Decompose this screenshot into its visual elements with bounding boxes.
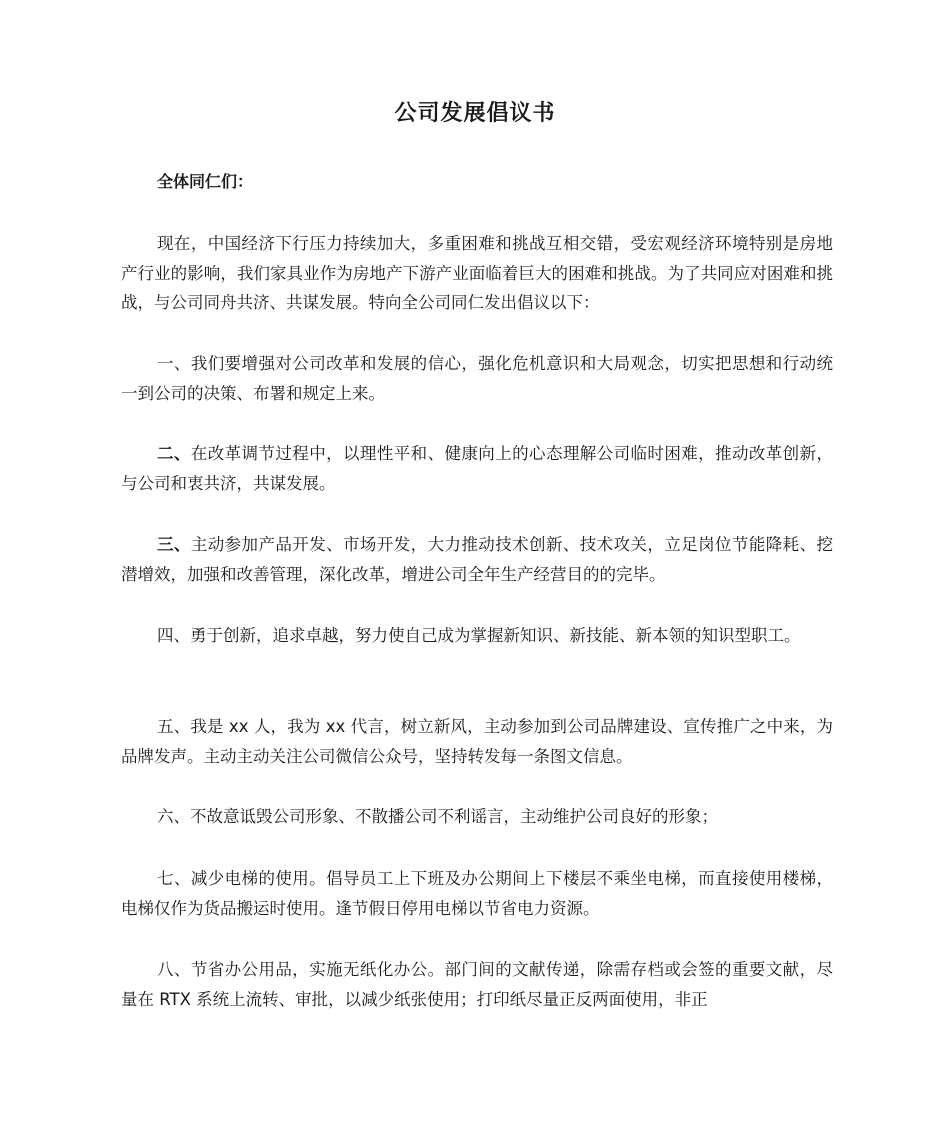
document-title: 公司发展倡议书	[394, 101, 556, 126]
item-text: 勇于创新，追求卓越，努力使自己成为掌握新知识、新技能、新本领的知识型职工。	[190, 626, 801, 645]
proposal-item-3	[121, 530, 833, 589]
item-text: 我们要增强对公司改革和发展的信心，强化危机意识和大局观念，切实把思想和行动统一到公司的决策、布署和规定上来。	[121, 354, 834, 403]
item-number: 一、	[157, 354, 191, 373]
item-number: 五、	[157, 717, 191, 736]
greeting: 全体同仁们：	[157, 172, 254, 191]
proposal-item-5	[121, 712, 833, 771]
proposal-item-2	[121, 439, 833, 498]
item-text: 节省办公用品，实施无纸化办公。部门间的文献传递，除需存档或会签的重要文献，尽量在 RTX 系统上流转、审批，以减少纸张使用；打印纸尽量正反两面使用，非正	[121, 960, 833, 1009]
item-text: 不故意诋毁公司形象、不散播公司不利谣言，主动维护公司良好的形象；	[190, 807, 718, 826]
item-number: 七、	[157, 869, 191, 888]
item-number: 八、	[157, 960, 191, 979]
proposal-item-1	[121, 349, 833, 408]
item-text: 主动参加产品开发、市场开发，大力推动技术创新、技术攻关，立足岗位节能降耗、挖潜增效，加强和改善管理，深化改革，增进公司全年生产经营目的的完毕。	[121, 535, 834, 584]
proposal-item-7	[121, 864, 833, 923]
proposal-item-4	[121, 621, 833, 651]
item-number: 六、	[157, 807, 190, 826]
item-number: 二、	[157, 444, 191, 463]
proposal-item-6	[121, 802, 833, 832]
intro-paragraph: 现在，中国经济下行压力持续加大，多重困难和挑战互相交错，受宏观经济环境特别是房地产行业的影响，我们家具业作为房地产下游产业面临着巨大的困难和挑战。为了共同应对困难和挑战，与公司同舟共济、共谋发展。特向全公司同仁发出倡议以下：	[121, 234, 833, 312]
item-number: 三、	[157, 535, 191, 554]
item-text: 减少电梯的使用。倡导员工上下班及办公期间上下楼层不乘坐电梯，而直接使用楼梯，电梯仅作为货品搬运时使用。逢节假日停用电梯以节省电力资源。	[121, 869, 834, 918]
item-text: 在改革调节过程中，以理性平和、健康向上的心态理解公司临时困难，推动改革创新，与公司和衷共济，共谋发展。	[121, 444, 834, 493]
proposal-item-8	[121, 955, 833, 1015]
item-number: 四、	[157, 626, 190, 645]
item-text: 我是 xx 人，我为 xx 代言，树立新风，主动参加到公司品牌建设、宣传推广之中来，为品牌发声。主动主动关注公司微信公众号，坚持转发每一条图文信息。	[121, 717, 833, 766]
